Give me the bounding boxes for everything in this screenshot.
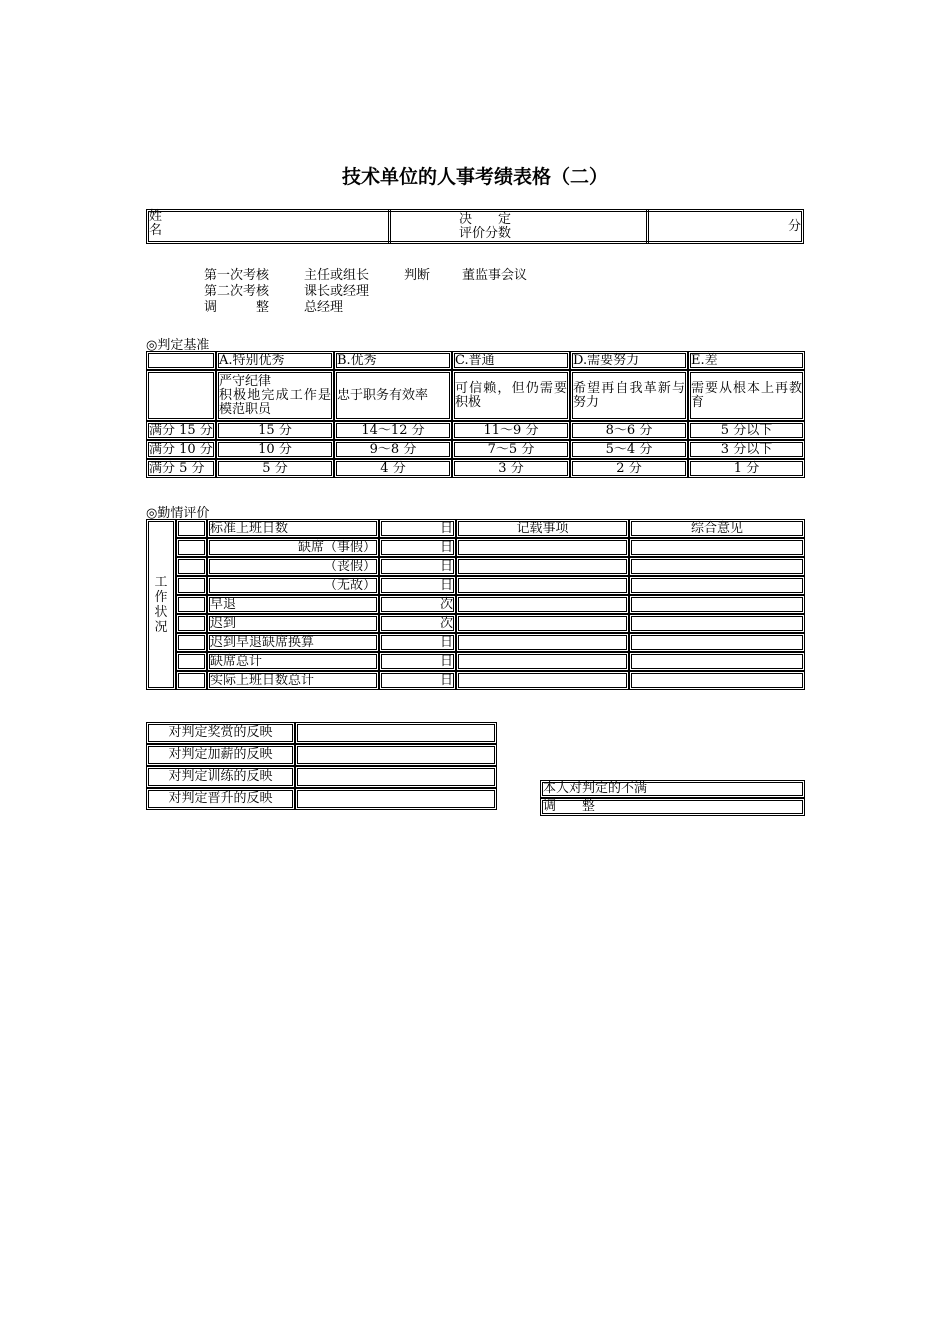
work-status-char: 作: [154, 589, 168, 605]
score-value: 5 分: [216, 459, 334, 478]
attendance-row: [146, 652, 805, 671]
score-row: [146, 440, 805, 459]
score-value: 7～5 分: [452, 440, 570, 459]
attendance-unit[interactable]: 次: [379, 614, 456, 633]
score-value: 3 分以下: [688, 440, 805, 459]
score-cell[interactable]: [649, 210, 803, 243]
reaction-label: 对判定训练的反映: [146, 766, 295, 788]
attendance-unit[interactable]: 日: [379, 576, 456, 595]
attendance-unit[interactable]: 次: [379, 595, 456, 614]
grade-description: 需要从根本上再教育: [688, 370, 805, 421]
opinion-cell[interactable]: [629, 576, 805, 595]
record-header: 记载事项: [456, 519, 629, 538]
work-status-char: 况: [154, 619, 168, 635]
name-label-2: 名: [149, 223, 163, 238]
attendance-unit[interactable]: 日: [379, 519, 456, 538]
opinion-header: 综合意见: [629, 519, 805, 538]
attendance-item: 缺席（事假）: [207, 538, 379, 557]
score-value: 10 分: [216, 440, 334, 459]
attendance-check[interactable]: [176, 652, 207, 671]
score-row-label: 满分 5 分: [146, 459, 216, 478]
score-value: 11～9 分: [452, 421, 570, 440]
reaction-label: 对判定奖赏的反映: [146, 722, 295, 744]
review-reviewer: 主任或组长: [304, 268, 370, 283]
review-board: 董监事会议: [462, 268, 528, 283]
attendance-row: [146, 576, 805, 595]
attendance-item: 标准上班日数: [207, 519, 379, 538]
attendance-item: 迟到: [207, 614, 379, 633]
criteria-desc-label: [146, 370, 216, 421]
review-stage: 第一次考核: [204, 268, 270, 283]
grade-description: 希望再自我革新与努力: [570, 370, 688, 421]
attendance-item: 早退: [207, 595, 379, 614]
reaction-input[interactable]: [295, 722, 497, 744]
opinion-cell[interactable]: [629, 633, 805, 652]
reaction-row: [146, 766, 497, 788]
record-cell[interactable]: [456, 538, 629, 557]
grade-header: B.优秀: [334, 351, 452, 370]
record-cell[interactable]: [456, 595, 629, 614]
decision-cell: [391, 210, 649, 243]
dissatisfaction-table: [540, 780, 805, 816]
opinion-cell[interactable]: [629, 557, 805, 576]
attendance-check[interactable]: [176, 595, 207, 614]
decision-label-1: 决 定: [459, 211, 512, 227]
attendance-check[interactable]: [176, 538, 207, 557]
work-status-char: 状: [154, 604, 168, 620]
opinion-cell[interactable]: [629, 671, 805, 690]
score-value: 14～12 分: [334, 421, 452, 440]
review-reviewer: 课长或经理: [304, 284, 370, 299]
name-label-1: 姓: [149, 209, 163, 224]
attendance-row: [146, 633, 805, 652]
opinion-cell[interactable]: [629, 614, 805, 633]
work-status-label: [146, 519, 176, 690]
reaction-row: [146, 744, 497, 766]
record-cell[interactable]: [456, 614, 629, 633]
attendance-row: [146, 614, 805, 633]
record-cell[interactable]: [456, 652, 629, 671]
score-row-label: 满分 15 分: [146, 421, 216, 440]
criteria-table: [146, 351, 805, 478]
reaction-label: 对判定加薪的反映: [146, 744, 295, 766]
review-reviewer: 总经理: [304, 300, 344, 315]
review-stage: 调 整: [204, 300, 270, 315]
attendance-item: （无故）: [207, 576, 379, 595]
grade-description: 严守纪律 积极地完成工作是模范职员: [216, 370, 334, 421]
attendance-item: 迟到早退缺席换算: [207, 633, 379, 652]
decision-label-2: 评价分数: [459, 225, 512, 241]
attendance-row: [146, 519, 805, 538]
attendance-table: [146, 519, 805, 690]
attendance-item: 缺席总计: [207, 652, 379, 671]
reaction-input[interactable]: [295, 788, 497, 810]
grade-header: D.需要努力: [570, 351, 688, 370]
reaction-row: [146, 788, 497, 810]
attendance-item: 实际上班日数总计: [207, 671, 379, 690]
attendance-row: [146, 671, 805, 690]
attendance-check[interactable]: [176, 671, 207, 690]
criteria-corner: [146, 351, 216, 370]
grade-description: 忠于职务有效率: [334, 370, 452, 421]
attendance-item: （丧假）: [207, 557, 379, 576]
score-value: 5～4 分: [570, 440, 688, 459]
record-cell[interactable]: [456, 633, 629, 652]
score-row: [146, 459, 805, 478]
score-value: 9～8 分: [334, 440, 452, 459]
score-unit: 分: [787, 218, 801, 234]
attendance-row: [146, 557, 805, 576]
score-row-label: 满分 10 分: [146, 440, 216, 459]
opinion-cell[interactable]: [629, 595, 805, 614]
attendance-section-title: ◎勤情评价: [146, 506, 210, 521]
grade-header: C.普通: [452, 351, 570, 370]
score-value: 3 分: [452, 459, 570, 478]
reaction-table: [146, 722, 497, 810]
opinion-cell[interactable]: [629, 538, 805, 557]
record-cell[interactable]: [456, 671, 629, 690]
header-table: [146, 209, 804, 244]
attendance-check[interactable]: [176, 614, 207, 633]
score-value: 8～6 分: [570, 421, 688, 440]
attendance-check[interactable]: [176, 557, 207, 576]
score-value: 2 分: [570, 459, 688, 478]
score-value: 15 分: [216, 421, 334, 440]
review-judgement: 判断: [404, 268, 431, 283]
reaction-label: 对判定晋升的反映: [146, 788, 295, 810]
attendance-check[interactable]: [176, 519, 207, 538]
attendance-unit[interactable]: 日: [379, 671, 456, 690]
record-cell[interactable]: [456, 557, 629, 576]
page-title: 技术单位的人事考绩表格（二）: [341, 166, 608, 188]
work-status-char: 工: [154, 574, 168, 590]
reaction-row: [146, 722, 497, 744]
attendance-unit[interactable]: 日: [379, 557, 456, 576]
attendance-unit[interactable]: 日: [379, 652, 456, 671]
review-line-3: [204, 296, 343, 315]
attendance-unit[interactable]: 日: [379, 538, 456, 557]
review-stage: 第二次考核: [204, 284, 270, 299]
dissatisfaction-label[interactable]: 本人对判定的不满: [540, 780, 805, 798]
grade-description: 可信赖，但仍需要积极: [452, 370, 570, 421]
reaction-input[interactable]: [295, 744, 497, 766]
opinion-cell[interactable]: [629, 652, 805, 671]
criteria-section-title: ◎判定基准: [146, 338, 210, 353]
attendance-unit[interactable]: 日: [379, 633, 456, 652]
attendance-row: [146, 538, 805, 557]
adjustment-label[interactable]: 调 整: [540, 798, 805, 816]
grade-header: A.特别优秀: [216, 351, 334, 370]
record-cell[interactable]: [456, 576, 629, 595]
attendance-check[interactable]: [176, 576, 207, 595]
score-row: [146, 421, 805, 440]
grade-header: E.差: [688, 351, 805, 370]
score-value: 4 分: [334, 459, 452, 478]
reaction-input[interactable]: [295, 766, 497, 788]
name-cell[interactable]: [147, 210, 391, 243]
score-value: 5 分以下: [688, 421, 805, 440]
attendance-row: [146, 595, 805, 614]
score-value: 1 分: [688, 459, 805, 478]
attendance-check[interactable]: [176, 633, 207, 652]
